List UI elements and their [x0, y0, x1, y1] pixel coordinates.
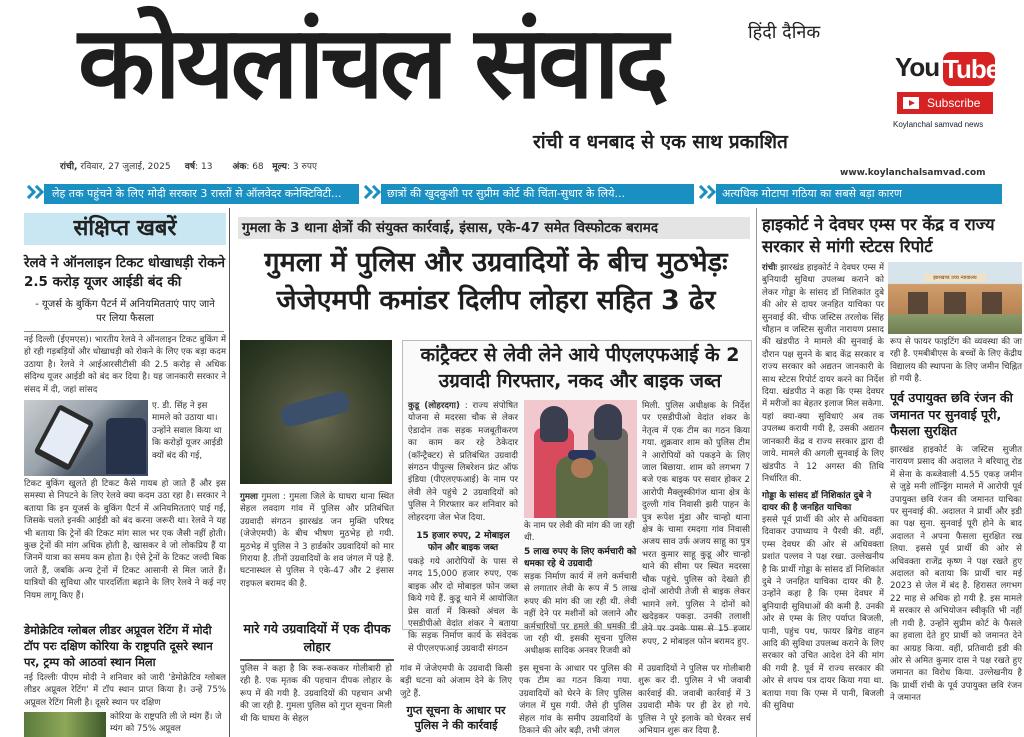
youtube-logo-you: You: [895, 52, 940, 82]
subscribe-button[interactable]: [897, 92, 993, 114]
gate-opening: [908, 292, 928, 314]
hc-aiims-body-cont: इससे पूर्व प्रार्थी की ओर से अधिवक्ता दिवाकर उपाध्याय ने पैरवी की. वहीं, एम्स देवघर की ओर से अधिवक्ता प्रशांत पल्लव ने पक्ष रखा. उल्लेखनीय है कि प्रार्थी गोड्डा के सांसद डॉ निशिकांत दुबे ने जनहित याचिका दायर की है. उन्होंने कहा है कि एम्स देवघर में बुनियादी सुविधाओं की कमी है. उनकी ओर से एम्स के लिए पर्याप्त बिजली, पानी, पहुंच पथ, फायर ब्रिगेड वाहन आदि की सुविधा उपलब्ध कराने के लिए सरकार को उचित आदेश देने की मांग की गयी है. पूर्व में राज्य सरकार की ओर से शपथ पत्र दायर किया गया था. बताया गया कि एम्स में पानी, बिजली की सुविधा: [762, 515, 884, 712]
news-ticker: [22, 184, 1002, 204]
lead-story-col-b4: में उग्रवादियों ने पुलिस पर गोलीबारी शुरू कर दी. पुलिस ने भी जवाबी कार्रवाई की. जवाबी कार्रवाई में 3 उग्रवादी मौके पर ही ढेर हो गये. पुलिस ने पूरे इलाके को घेरकर सर्च अभियान शुरू कर दिया है.: [638, 664, 751, 737]
brief-body-railway: नई दिल्ली (ईएमएस)। भारतीय रेलवे ने ऑनलाइन टिकट बुकिंग में हो रही गड़बड़ियों और धोखाधड़ी को रोकने के लिए एक बड़ा कदम उठाया है। रेलवे ने आईआरसीटीसी की 2.5 करोड़ से अधिक संदिग्ध यूजर आईडी को बंद कर दिया है। यह जानकारी सरकार ने संसद में दी, जहां सांसद: [24, 335, 226, 395]
boxed-subhead-5lakh: 5 लाख रुपए के लिए कर्मचारी को धमका रहे थे उग्रवादी: [524, 547, 637, 570]
lead-story-col-b1: पुलिस ने कहा है कि रुक-रुककर गोलीबारी हो रही है. एक मृतक की पहचान दीपक लोहार के रूप में की गयी है. उग्रवादियों की पहचान अभी की जा रही है. गुमला पुलिस को गुप्त सूचना मिली थी कि घाघरा के सेहल: [240, 664, 392, 724]
figure-shape: [278, 389, 351, 428]
ticker-item[interactable]: लेह तक पहुंचने के लिए मोदी सरकार 3 रास्तों से ऑलवेदर कनेक्टिविटी...: [52, 187, 342, 200]
brief-body-modi-rating: नई दिल्लीः पीएम मोदी ने शनिवार को जारी 'डेमोक्रेटिव ग्लोबल लीडर अप्रूवल रेटिंग' में टॉप स्थान प्राप्त किया है। उन्हें 75% अप्रूवल रेटिंग मिली है। दूसरे स्थान पर दक्षिण: [24, 673, 226, 708]
gate-opening: [982, 292, 1002, 314]
youtube-subscribe-badge[interactable]: [893, 52, 999, 142]
brief-headline-modi-rating: डेमोक्रेटिव ग्लोबल लीडर अप्रूवल रेटिंग में मोदी टॉप परः दक्षिण कोरिया के राष्ट्रपति दूसरे स्थान पर, ट्रम्प को आठवां स्थान मिला: [24, 623, 213, 669]
boxed-story-col1b: पकड़े गये आरोपियों के पास से नगद 15,000 हजार रुपए, एक बाइक और दो मोबाइल फोन जब्त किये गये हैं. कुडू थाने में आयोजित प्रेस वार्ता में किस्को अंचल के एसडीपीओ वेदांत शंकर ने बताया कि सड़क निर्माण कार्य के संवेदक से पीएलएफआई उग्रवादी संगठन: [408, 557, 518, 654]
photo-encounter-site: [240, 340, 392, 484]
gate-opening: [944, 292, 966, 314]
price-label: मूल्य: [272, 162, 287, 172]
boxed-subhead-cash: 15 हजार रुपए, 2 मोबाइल फोन और बाइक जब्त: [416, 531, 510, 554]
photo-arrested-accused: [524, 400, 637, 518]
hc-subhead-nishikant: गोड्डा के सांसद डॉ निशिकांत दुबे ने दायर की है जनहित याचिका: [762, 491, 872, 514]
youtube-channel-name: Koylanchal samvad news: [893, 120, 984, 129]
ticker-item[interactable]: अत्यधिक मोटापा गठिया का सबसे बड़ा कारण: [722, 187, 902, 200]
boxed-story-col3: मिली. पुलिस अधीक्षक के निर्देश पर एसडीपीओ वेदांत शंकर के नेतृत्व में एक टीम का गठन किया गया. शुक्रवार शाम को पुलिस टीम ने आरोपियों को पकड़ने के लिए जाल बिछाया. शाम को लगभग 7 बजे एक बाइक पर सवार होकर 2 आरोपी मैक्लुस्कीगंज थाना क्षेत्र के दुल्ली गांव निवासी झरी पाहन के पुत्र रूपेश मुंडा और चान्हो थाना क्षेत्र के चामा रमदगा गांव निवासी अजय साव उर्फ अजय साहू का पुत्र भरत कुमार साहू कुडू और चान्हो थाने की सीमा पर स्थित मदरसा चौक पहुंचे. पुलिस को देखते ही दोनों आरोपी तेजी से बाइक लेकर भागने लगे. पुलिस ने दोनों को खदेड़कर पकड़ा. उनकी तलाशी लेने पर उनके पास से 15 हजार रुपए, 2 मोबाइल फोन बरामद हुए.: [642, 401, 750, 647]
subhead-secret-info: गुप्त सूचना के आधार पर पुलिस ने की कार्रवाई: [406, 704, 506, 732]
boxed-story-headline: कांट्रैक्टर से लेवी लेने आये पीएलएफआई के 2 उग्रवादी गिरफ्तार, नकद और बाइक जब्त: [420, 344, 740, 392]
play-icon: [903, 97, 919, 109]
brief-body-modi-rating-side: कोरिया के राष्ट्रपति ली जे म्यंग हैं। जे म्यंग को 75% अप्रूवल: [110, 712, 222, 735]
issue-date: रविवार, 27 जुलाई, 2025: [80, 162, 171, 172]
hood-shape: [594, 404, 622, 440]
masthead-kicker: हिंदी दैनिक: [748, 22, 821, 43]
boxed-story-col1: [408, 400, 518, 528]
brief-subhead-railway: - यूजर्स के बुकिंग पैटर्न में अनियमितताएं पाए जाने पर लिया फैसला: [35, 299, 215, 324]
chevron-right-icon: [22, 184, 44, 204]
year-label: वर्ष: [184, 162, 196, 172]
lead-story-col-b2: गांव में जेजेएमपी के उग्रवादी किसी बड़ी घटना को अंजाम देने के लिए जुटे हैं.: [400, 664, 512, 699]
subscribe-label: Subscribe: [927, 96, 981, 110]
masthead-tagline: रांची व धनबाद से एक साथ प्रकाशित: [533, 131, 788, 153]
year-value: : 13: [195, 162, 213, 172]
issue-value: : 68: [246, 162, 264, 172]
lead-story-byline: गुमला: [240, 492, 259, 502]
photo-phone-and-train: [24, 400, 148, 476]
photo-high-court-gate: [888, 262, 1022, 334]
hc-aiims-headline: हाइकोर्ट ने देवघर एम्स पर केंद्र व राज्य सरकार से मांगी स्टेटस रिपोर्ट: [762, 215, 995, 256]
gate-signboard: झारखण्ड उच्च न्यायालय: [924, 274, 986, 282]
boxed-byline: कुडू (लोहरदगा): [408, 401, 460, 411]
lead-headline: गुमला में पुलिस और उग्रवादियों के बीच मुठभेड़ः जेजेएमपी कमांडर दिलीप लोहरा सहित 3 ढेर: [264, 247, 728, 316]
edition-city: रांची,: [60, 162, 78, 172]
price-value: : 3 रुपए: [286, 162, 317, 172]
chevron-right-icon: [359, 184, 381, 204]
chhavi-ranjan-headline: पूर्व उपायुक्त छवि रंजन की जमानत पर सुनवाई पूरी, फैसला सुरक्षित: [890, 390, 1013, 438]
boxed-col1-text: : राज्य संपोषित योजना से मदरसा चौक से लेकर ऐडादोन तक सड़क मजबूतीकरण का काम कर रहे ठेकेदार (कॉन्ट्रैक्टर) से प्रतिबंधित उग्रवादी संगठन पीपुल्स लिबरेशन फ्रंट ऑफ इंडिया (पीएलएफआई) के नाम पर लेवी लेने पहुंचे 2 उग्रवादियों को पुलिस ने गिरफ्तार कर शनिवार को लोहरदगा जेल भेज दिया.: [408, 401, 518, 523]
train-shape: [106, 418, 146, 474]
lead-story-col-b3: इस सूचना के आधार पर पुलिस की एक टीम का गठन किया गया. उग्रवादियों को घेरने के लिए पुलिस जंगल में घुस गयी. जैसे ही पुलिस सेहल गांव के समीप उग्रवादियों के ठिकाने की ओर बढ़ी, तभी जंगल: [519, 664, 632, 737]
boxed-story-col2-top: के नाम पर लेवी की मांग की जा रही थी.: [524, 521, 635, 544]
divider: [24, 331, 224, 332]
newspaper-masthead-title: कोयलांचल संवाद: [78, 4, 665, 121]
issue-meta-line: [60, 159, 317, 172]
chhavi-ranjan-body: झारखंड हाइकोर्ट के जस्टिस सुजीत नारायण प्रसाद की अदालत ने बरियातू रोड में सेना के कब्जेवाली 4.55 एकड़ जमीन से जुड़े मनी लॉन्ड्रिंग मामले में आरोपी पूर्व उपायुक्त छवि रंजन की जमानत याचिका पर सुनवाई की. अदालत ने प्रार्थी और इडी का पक्ष सुना. सुनवाई पूरी होने के बाद अदालत ने अपना फैसला सुरक्षित रख लिया. इससे पूर्व प्रार्थी की ओर से अधिवक्ता राजेंद्र कृष्ण ने पक्ष रखते हुए अदालत को बताया कि प्रार्थी चार मई 2023 से जेल में बंद है. हिरासत लगभग 22 माह से अधिक हो गयी है. इस मामले में सरकार से अभियोजन स्वीकृति भी नहीं ली गयी है. उन्होंने सुप्रीम कोर्ट के फैसले का हवाला देते हुए प्रार्थी को जमानत देने का आग्रह किया. वहीं, प्रतिवादी इडी की ओर से अमित कुमार दास ने पक्ष रखते हुए जमानत का विरोध किया. उल्लेखनीय है कि प्रार्थी रांची के पूर्व उपायुक्त छवि रंजन ने जमानत: [890, 445, 1022, 704]
chevron-right-icon: [694, 184, 716, 204]
hc-aiims-col2: रूप से फायर फाइटिंग की व्यवस्था की जा रही है. एमबीबीएस के बच्चों के लिए केंद्रीय विद्यालय की स्थापना के लिए जमीन चिह्नित हो गयी है.: [890, 337, 1022, 385]
hood-shape: [540, 406, 568, 442]
lead-story-body: [240, 491, 394, 611]
brief-headline-railway: रेलवे ने ऑनलाइन टिकट धोखाधड़ी रोकने 2.5 करोड़ यूजर आईडी बंद की: [24, 255, 225, 290]
officer-face: [571, 458, 593, 478]
hc-byline: रांचीः: [762, 263, 778, 273]
issue-label: अंक: [232, 162, 247, 172]
hc-aiims-body: [762, 262, 884, 488]
hc-body-text: झारखंड हाइकोर्ट ने देवघर एम्स में बुनियादी सुविधा उपलब्ध कराने को लेकर गोड्डा के सांसद डॉ निशिकांत दुबे की ओर से दायर जनहित याचिका पर सुनवाई की. चीफ जस्टिस तरलोक सिंह चौहान व जस्टिस सुजीत नारायण प्रसाद की खंडपीठ ने मामले की सुनवाई के दौरान पक्ष सुनने के बाद केंद्र सरकार व राज्य सरकार को अद्यतन जानकारी के साथ स्टेटस रिपोर्ट दायर करने का निर्देश दिया. खंडपीठ ने कहा कि एम्स देवघर में मरीजों का बेहतर इलाज मिल सकेगा. यहां क्या-क्या सुविधाएं अब तक उपलब्ध करायी गयी है, उसकी अद्यतन जानकारी केंद्र व राज्य सरकार द्वारा दी जाये. मामले की अगली सुनवाई के लिए खंडपीठ ने 12 अगस्त की तिथि निर्धारित की.: [762, 263, 884, 484]
lead-story-text: गुमला : गुमला जिले के घाघरा थाना स्थित सेहल लवदाग गांव में पुलिस और प्रतिबंधित उग्रवादी संगठन झारखंड जन मुक्ति परिषद (जेजेएमपी) के बीच भीषण मुठभेड़ हो गयी. मुठभेड़ में पुलिस ने 3 हार्डकोर उग्रवादियों को मार गिराया है. तीनों उग्रवादियों के शव जंगल में पड़े हैं. घटनास्थल से पुलिस ने एके-47 और 2 इंसास राइफल बरामद की है.: [240, 492, 394, 589]
youtube-logo-tube: Tube: [943, 54, 1000, 84]
lead-kicker: गुमला के 3 थाना क्षेत्रों की संयुक्त कार्रवाई, इंसास, एके-47 समेत विस्फोटक बरामद: [238, 217, 750, 239]
subhead-deepak-lohar: मारे गये उग्रवादियों में एक दीपक लोहार: [243, 621, 391, 654]
section-title-briefs: संक्षिप्त खबरें: [24, 213, 226, 245]
phone-screen: [40, 410, 89, 464]
brief-body-railway-cont: टिकट बुकिंग खुलते ही टिकट कैसे गायब हो जाते हैं और इस समस्या से निपटने के लिए रेलवे क्या कदम उठा रहा है। सरकार ने बताया कि इन यूजर्स के बुकिंग पैटर्न में अनियमितताएं पाई गईं, जिसके चलते इनकी आईडी को बंद करना जरूरी था। रेलवे ने यह भी बताया कि ट्रेनों की टिकट मांग साल भर एक जैसी नहीं होती। कुछ ट्रेनों की मांग अधिक होती है, खासकर वे जो लोकप्रिय हैं या जिनमें यात्रा का समय कम होता है। ऐसे ट्रेनों के टिकट जल्दी बिक जाते हैं, जबकि अन्य ट्रेनों में टिकट आसानी से मिल जाते हैं। यात्रियों की सुविधा और पारदर्शिता बढ़ाने के लिए रेलवे ने कई नए नियम लागू किए हैं।: [24, 479, 226, 601]
brief-body-railway-side: ए. डी. सिंह ने इस मामले को उठाया था। उन्होंने सवाल किया था कि करोड़ों यूजर आईडी क्यों बंद की गई,: [152, 401, 223, 461]
column-divider: [756, 208, 757, 737]
boxed-story-col2: सड़क निर्माण कार्य में लगे कर्मचारी से लगातार लेवी के रूप में 5 लाख रुपए की मांग की जा रही थी. लेवी नहीं देने पर मशीनों को जलाने और कर्मचारियों पर हमले की धमकी दी जा रही थी. इसकी सूचना पुलिस अधीक्षक सादिक अनवर रिजवी को: [524, 572, 637, 657]
ticker-item[interactable]: छात्रों की खुदकुशी पर सुप्रीम कोर्ट की चिंता-सुधार के लिये...: [387, 187, 625, 200]
photo-leader: [24, 712, 106, 737]
divider: [240, 659, 394, 661]
website-url[interactable]: www.koylanchalsamvad.com: [840, 168, 986, 178]
phone-shape: [33, 404, 94, 471]
